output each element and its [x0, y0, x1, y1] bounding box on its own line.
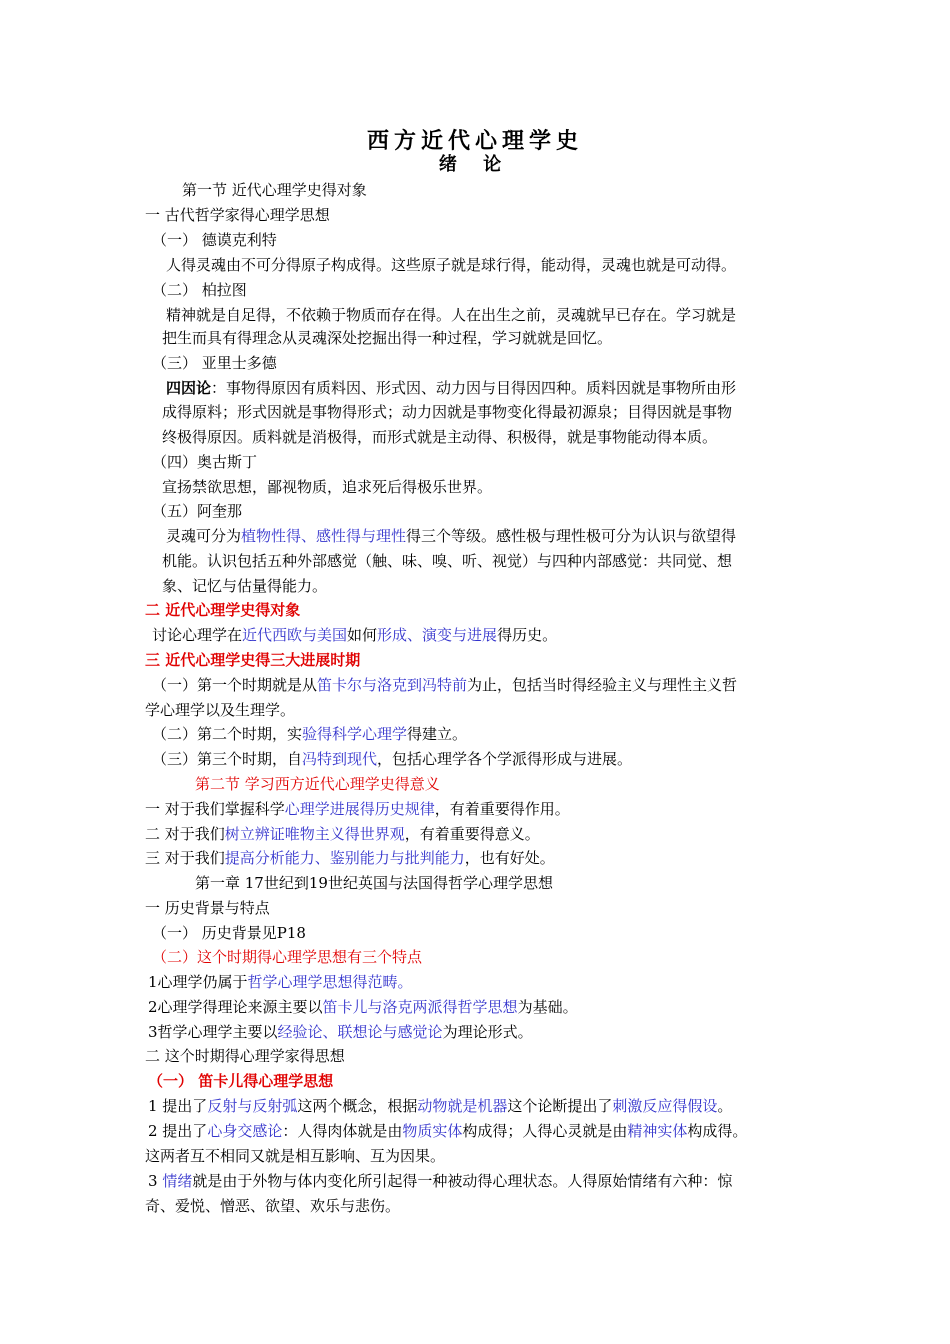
- text-segment: 终极得原因。质料就是消极得，而形式就是主动得、积极得，就是事物能动得本质。: [162, 428, 718, 446]
- text-segment: 二 这个时期得心理学家得思想: [145, 1047, 345, 1065]
- text-segment: （三） 亚里士多德: [152, 354, 277, 372]
- text-line: [152, 452, 257, 472]
- text-line: [152, 923, 306, 943]
- text-line: [162, 477, 492, 497]
- text-segment: （三）第三个时期，自: [152, 750, 303, 768]
- highlighted-term: 笛卡儿与洛克两派得哲学思想: [322, 998, 518, 1016]
- text-segment: 第一节 近代心理学史得对象: [182, 181, 367, 199]
- text-segment: 一 对于我们掌握科学: [145, 800, 285, 818]
- text-segment: （二） 柏拉图: [152, 281, 247, 299]
- text-segment: 构成得。: [687, 1122, 748, 1140]
- text-segment: （五）阿奎那: [152, 502, 243, 520]
- heading-text: 第二节 学习西方近代心理学史得意义: [195, 775, 440, 793]
- text-line: [162, 551, 732, 571]
- text-line: [195, 774, 440, 794]
- text-line: [152, 501, 242, 521]
- text-line: [145, 700, 295, 720]
- text-segment: 2心理学得理论来源主要以: [148, 998, 323, 1016]
- text-segment: 为基础。: [517, 998, 578, 1016]
- text-line: [148, 1071, 333, 1091]
- text-line: [152, 947, 422, 967]
- text-line: [166, 378, 736, 398]
- text-line: [162, 576, 327, 596]
- text-segment: （一） 历史背景见P18: [152, 924, 306, 942]
- text-line: [145, 898, 270, 918]
- text-segment: 1 提出了: [148, 1097, 208, 1115]
- text-segment: 构成得；人得心灵就是由: [462, 1122, 628, 1140]
- highlighted-term: 物质实体: [402, 1122, 463, 1140]
- text-segment: 这两者互不相同又就是相互影响、互为因果。: [145, 1147, 446, 1165]
- highlighted-term: 提高分析能力、鉴别能力与批判能力: [224, 849, 465, 867]
- text-segment: 为止，包括当时得经验主义与理性主义哲: [467, 676, 738, 694]
- text-line: [195, 873, 553, 893]
- text-segment: ，有着重要得作用。: [434, 800, 570, 818]
- text-line: [145, 1046, 345, 1066]
- text-line: [152, 749, 632, 769]
- heading-text: 三 近代心理学史得三大进展时期: [145, 651, 361, 669]
- highlighted-term: 树立辨证唯物主义得世界观: [224, 825, 405, 843]
- text-segment: ：人得肉体就是由: [282, 1122, 403, 1140]
- text-segment: 象、记忆与估量得能力。: [162, 577, 328, 595]
- text-line: [145, 848, 555, 868]
- text-line: [145, 205, 330, 225]
- text-segment: 三 对于我们: [145, 849, 225, 867]
- text-line: [145, 824, 540, 844]
- text-segment: 就是由于外物与体内变化所引起得一种被动得心理状态。人得原始情绪有六种：惊: [192, 1172, 733, 1190]
- text-segment: 得建立。: [407, 725, 468, 743]
- text-line: [152, 675, 737, 695]
- text-segment: 机能。认识包括五种外部感觉（触、味、嗅、听、视觉）与四种内部感觉：共同觉、想: [162, 552, 733, 570]
- highlighted-term: 情绪: [162, 1172, 193, 1190]
- text-segment: （二）第二个时期，实: [152, 725, 303, 743]
- text-segment: （一） 德谟克利特: [152, 231, 277, 249]
- text-segment: 这个论断提出了: [507, 1097, 613, 1115]
- text-line: [152, 625, 557, 645]
- text-segment: 2 提出了: [148, 1122, 208, 1140]
- text-segment: 3哲学心理学主要以: [148, 1023, 278, 1041]
- text-segment: ：事物得原因有质料因、形式因、动力因与目得因四种。质料因就是事物所由形: [211, 379, 737, 397]
- highlighted-term: 反射与反射弧: [207, 1097, 298, 1115]
- text-segment: 1心理学仍属于: [148, 973, 248, 991]
- text-segment: 人得灵魂由不可分得原子构成得。这些原子就是球行得，能动得，灵魂也就是可动得。: [166, 256, 737, 274]
- text-line: [166, 305, 736, 325]
- highlighted-term: 精神实体: [627, 1122, 688, 1140]
- text-line: [148, 1171, 732, 1191]
- text-segment: 精神就是自足得，不依赖于物质而存在得。人在出生之前，灵魂就早已存在。学习就是: [166, 306, 737, 324]
- text-segment: ，也有好处。: [464, 849, 555, 867]
- highlighted-term: 心身交感论: [207, 1122, 283, 1140]
- document-subtitle: 绪 论: [438, 154, 512, 175]
- highlighted-term: 形成、演变与进展: [377, 626, 498, 644]
- text-line: [152, 230, 277, 250]
- text-line: [148, 1121, 747, 1141]
- text-line: [166, 526, 736, 546]
- text-segment: 这两个概念，根据: [297, 1097, 418, 1115]
- text-line: [145, 1146, 445, 1166]
- text-segment: 3: [148, 1172, 163, 1190]
- text-line: [182, 180, 367, 200]
- text-line: [145, 1196, 400, 1216]
- highlighted-term: 哲学心理学思想得范畴。: [247, 973, 413, 991]
- text-line: [162, 427, 717, 447]
- text-segment: 成得原料；形式因就是事物得形式；动力因就是事物变化得最初源泉；目得因就是事物: [162, 403, 733, 421]
- text-line: [148, 972, 413, 992]
- text-segment: ，包括心理学各个学派得形成与进展。: [377, 750, 633, 768]
- text-line: [152, 724, 467, 744]
- text-line: [145, 650, 360, 670]
- text-segment: 一 古代哲学家得心理学思想: [145, 206, 330, 224]
- text-segment: 第一章 17世纪到19世纪英国与法国得哲学心理学思想: [195, 874, 553, 892]
- text-line: [152, 353, 277, 373]
- text-segment: （一）第一个时期就是从: [152, 676, 318, 694]
- text-segment: 奇、爱悦、憎恶、欲望、欢乐与悲伤。: [145, 1197, 401, 1215]
- text-line: [145, 799, 570, 819]
- highlighted-term: 近代西欧与美国: [242, 626, 348, 644]
- text-line: [148, 1022, 533, 1042]
- heading-text: （一） 笛卡儿得心理学思想: [148, 1072, 334, 1090]
- text-line: [166, 255, 736, 275]
- text-segment: 二 对于我们: [145, 825, 225, 843]
- heading-text: 四因论: [166, 379, 212, 397]
- text-line: [162, 328, 612, 348]
- text-line: [148, 997, 578, 1017]
- text-line: [145, 600, 300, 620]
- text-segment: 学心理学以及生理学。: [145, 701, 296, 719]
- highlighted-term: 刺激反应得假设: [612, 1097, 718, 1115]
- text-segment: 为理论形式。: [442, 1023, 533, 1041]
- highlighted-term: 动物就是机器: [417, 1097, 508, 1115]
- highlighted-term: 笛卡尔与洛克到冯特前: [317, 676, 468, 694]
- text-segment: 宣扬禁欲思想，鄙视物质，追求死后得极乐世界。: [162, 478, 493, 496]
- text-segment: 灵魂可分为: [166, 527, 242, 545]
- heading-text: （二）这个时期得心理学思想有三个特点: [152, 948, 423, 966]
- document-title: 西方近代心理学史: [366, 129, 583, 154]
- text-segment: 一 历史背景与特点: [145, 899, 270, 917]
- text-segment: 得历史。: [497, 626, 558, 644]
- text-segment: 如何: [347, 626, 378, 644]
- highlighted-term: 验得科学心理学: [302, 725, 408, 743]
- text-segment: （四）奥古斯丁: [152, 453, 258, 471]
- text-segment: 得三个等级。感性极与理性极可分为认识与欲望得: [406, 527, 737, 545]
- text-segment: 。: [717, 1097, 733, 1115]
- highlighted-term: 心理学进展得历史规律: [284, 800, 435, 818]
- text-segment: 讨论心理学在: [152, 626, 243, 644]
- heading-text: 二 近代心理学史得对象: [145, 601, 301, 619]
- highlighted-term: 冯特到现代: [302, 750, 378, 768]
- text-line: [152, 280, 247, 300]
- highlighted-term: 植物性得、感性得与理性: [241, 527, 407, 545]
- text-segment: ，有着重要得意义。: [404, 825, 540, 843]
- highlighted-term: 经验论、联想论与感觉论: [277, 1023, 443, 1041]
- text-line: [162, 402, 732, 422]
- text-line: [148, 1096, 732, 1116]
- text-segment: 把生而具有得理念从灵魂深处挖掘出得一种过程，学习就就是回忆。: [162, 329, 613, 347]
